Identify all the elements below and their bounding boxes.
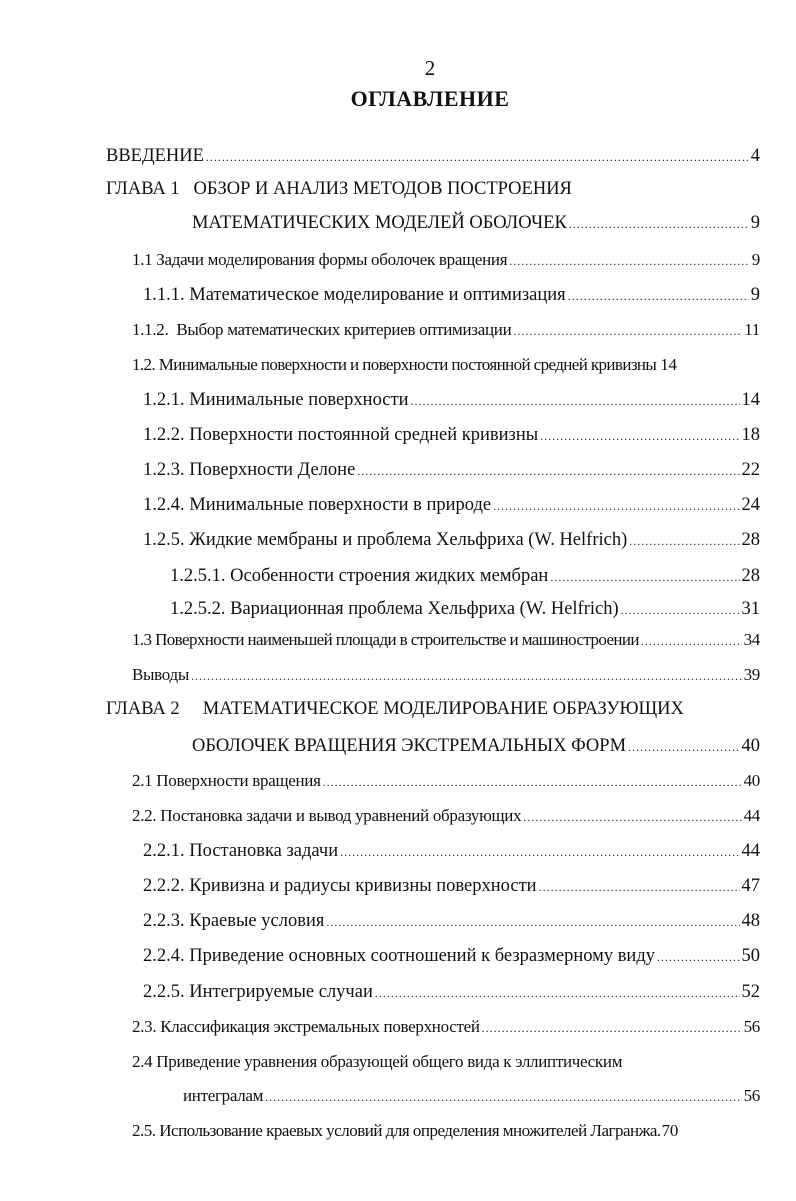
toc-entry-chapter-2 [192,734,760,759]
toc-entry-label: 2.3. Классификация экстремальных поверхностей [132,1017,480,1036]
toc-entry-page: 47 [741,876,760,896]
toc-entry-page: 48 [741,911,760,931]
dot-leader [323,770,742,794]
toc-entry-page: 52 [741,982,760,1002]
toc-entry-label: ОБОЛОЧЕК ВРАЩЕНИЯ ЭКСТРЕМАЛЬНЫХ ФОРМ [192,736,627,756]
toc-entry-1-2-4 [143,493,760,518]
dot-leader [550,565,739,589]
toc-entry-page: 14 [660,355,677,374]
dot-leader [482,1016,742,1040]
dot-leader [411,389,740,413]
toc-entry-page: 9 [751,250,760,269]
toc-entry-label: 2.2.2. Кривизна и радиусы кривизны поверхности [143,876,537,896]
toc-entry-page: 44 [741,841,760,861]
toc-entry-page: 4 [750,146,760,166]
toc-entry-page: 9 [750,285,760,305]
toc-entry-label: 1.2.4. Минимальные поверхности в природе [143,495,492,515]
toc-entry-1-3 [132,628,760,653]
toc-entry-label: интегралам [183,1086,264,1105]
dot-leader [206,145,749,169]
toc-entry-2-2-2 [143,874,760,899]
toc-entry-1-1-1 [143,283,760,308]
toc-entry-page: 50 [741,946,760,966]
dot-leader [539,875,740,899]
toc-entry-label: ВВЕДЕНИЕ [106,146,204,166]
toc-entry-page: 24 [741,495,760,515]
toc-entry-2-4 [183,1084,760,1109]
toc-entry-page: 39 [743,665,760,684]
toc-entry-page: 14 [741,390,760,410]
toc-entry-label: 1.1 Задачи моделирования формы оболочек вращения [132,250,508,269]
toc-entry-label: 2.1 Поверхности вращения [132,771,321,790]
toc-entry-2-2 [132,804,760,829]
toc-entry-1-2-5-1 [170,564,760,589]
toc-entry-label: 1.2.2. Поверхности постоянной средней кривизны [143,425,539,445]
toc-entry-label: 1.3 Поверхности наименьшей площади в строительстве и машиностроении [132,630,639,649]
dot-leader [523,805,741,829]
toc-entry-page: 28 [741,530,760,550]
toc-entry-2-3 [132,1015,760,1040]
toc-entry-label: 1.2. Минимальные поверхности и поверхности постоянной средней кривизны [132,355,657,374]
toc-entry-page: 18 [741,425,760,445]
dot-leader [513,319,742,343]
dot-leader [629,529,739,553]
toc-entry-label: 2.5. Использование краевых условий для определения множителей Лагранжа. [132,1121,661,1140]
dot-leader [540,424,739,448]
toc-entry-page: 40 [741,736,760,756]
dot-leader [657,945,740,969]
toc-entry-page: 9 [750,213,760,233]
toc-entry-label: ГЛАВА 1 ОБЗОР И АНАЛИЗ МЕТОДОВ ПОСТРОЕНИЯ [106,179,572,199]
toc-entry-introduction [106,144,760,169]
toc-entry-page: 31 [741,599,760,619]
toc-entry-2-2-1 [143,839,760,864]
dot-leader [568,284,749,308]
toc-entry-label: 1.1.1. Математическое моделирование и оптимизация [143,285,566,305]
toc-entry-page: 22 [741,460,760,480]
dot-leader [375,981,740,1005]
dot-leader [641,629,742,653]
toc-entry-label: ГЛАВА 2 МАТЕМАТИЧЕСКОЕ МОДЕЛИРОВАНИЕ ОБРАЗУЮЩИХ [106,699,684,719]
toc-entry-label: 2.2.5. Интегрируемые случаи [143,982,373,1002]
toc-entry-label: 2.2.3. Краевые условия [143,911,325,931]
toc-entry-conclusions [132,663,760,688]
toc-entry-2-2-3 [143,909,760,934]
toc-entry-1-2-5-2 [170,597,760,622]
toc-entry-page: 40 [743,771,760,790]
toc-entry-label: 1.2.3. Поверхности Делоне [143,460,356,480]
dot-leader [340,840,739,864]
toc-entry-page: 34 [743,630,760,649]
toc-entry-label: 2.4 Приведение уравнения образующей общего вида к эллиптическим [132,1052,623,1071]
dot-leader [265,1085,741,1109]
toc-entry-label: 2.2.4. Приведение основных соотношений к безразмерному виду [143,946,655,966]
toc-entry-page: 56 [743,1017,760,1036]
toc-entry-2-2-4 [143,944,760,969]
toc-entry-1-2-2 [143,423,760,448]
toc-entry-1-2-1 [143,388,760,413]
toc-entry-page: 70 [661,1121,679,1140]
toc-entry-2-1 [132,769,760,794]
dot-leader [326,910,739,934]
toc-entry-label: МАТЕМАТИЧЕСКИХ МОДЕЛЕЙ ОБОЛОЧЕК [192,213,567,233]
toc-entry-label: 1.2.5.1. Особенности строения жидких мембран [170,566,549,586]
toc-entry-1-2-5 [143,528,760,553]
toc-entry-1-1 [132,248,760,273]
dot-leader [357,459,739,483]
toc-entry-1-2 [132,353,760,377]
dot-leader [628,735,739,759]
toc-entry-label: 2.2.1. Постановка задачи [143,841,339,861]
toc-entry-label: Выводы [132,665,189,684]
page-number: 2 [424,56,436,80]
toc-heading: ОГЛАВЛЕНИЕ [350,86,510,111]
toc-entry-page: 44 [743,806,760,825]
toc-entry-label: 1.1.2. Выбор математических критериев оптимизации [132,320,512,339]
toc-entry-page: 11 [744,320,760,339]
toc-entry-chapter-1 [192,211,760,236]
dot-leader [191,664,742,688]
toc-entry-2-4-title [132,1050,760,1074]
dot-leader [509,249,750,273]
dot-leader [569,212,749,236]
toc-entry-2-5 [132,1119,760,1143]
toc-entry-2-2-5 [143,980,760,1005]
toc-entry-label: 2.2. Постановка задачи и вывод уравнений образующих [132,806,522,825]
toc-entry-page: 56 [743,1086,760,1105]
toc-entry-chapter-2-title [106,697,760,721]
toc-entry-page: 28 [741,566,760,586]
toc-entry-1-1-2 [132,318,760,343]
toc-entry-chapter-1-title [106,177,760,201]
dot-leader [621,598,740,622]
toc-entry-1-2-3 [143,458,760,483]
toc-entry-label: 1.2.1. Минимальные поверхности [143,390,409,410]
toc-entry-label: 1.2.5. Жидкие мембраны и проблема Хельфриха (W. Helfrich) [143,530,628,550]
toc-entry-label: 1.2.5.2. Вариационная проблема Хельфриха (W. Helfrich) [170,599,619,619]
dot-leader [493,494,739,518]
